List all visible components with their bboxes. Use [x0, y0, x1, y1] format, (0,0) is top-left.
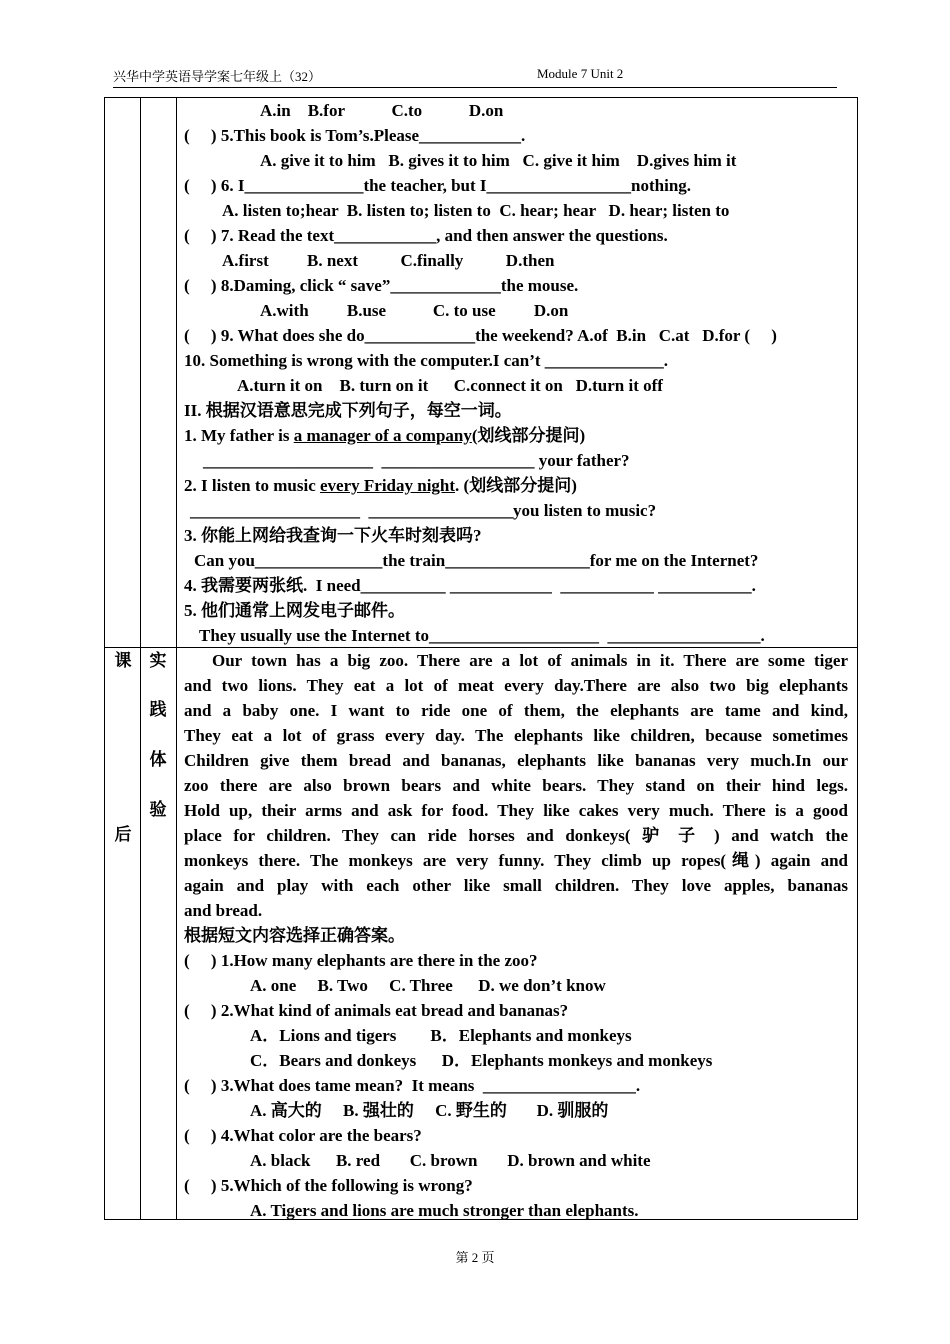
- reading-q1-options: A. one B. Two C. Three D. we don’t know: [250, 976, 606, 995]
- reading-q2: ( ) 2.What kind of animals eat bread and bananas?: [184, 1001, 569, 1020]
- side-label-yan: 验: [149, 800, 167, 819]
- q5-options: A. give it to him B. gives it to him C. give it him D.gives him it: [260, 151, 737, 170]
- reading-q3: ( ) 3.What does tame mean? It means __________________.: [184, 1076, 641, 1095]
- translation-q2: [184, 473, 577, 498]
- q5-answer-line: They usually use the Internet to____________________ __________________.: [199, 626, 765, 645]
- q8-question: ( ) 8.Daming, click “ save”_____________the mouse.: [184, 276, 579, 295]
- translation-q4: 4. 我需要两张纸. I need__________ ____________ ___________ ___________.: [184, 576, 756, 595]
- reading-q4-options: A. black B. red C. brown D. brown and white: [250, 1151, 651, 1170]
- side-label-ti: 体: [149, 750, 167, 769]
- page-number: 第 2 页: [455, 1250, 495, 1265]
- column-divider-2: [176, 98, 177, 1219]
- passage-line: zoo there are also brown bears and white bears. They stand on their hind legs.: [184, 776, 848, 795]
- column-divider-1: [140, 98, 141, 1219]
- header-title: 兴华中学英语导学案七年级上（32）: [113, 69, 322, 84]
- passage-line: Hold up, their arms and ask for food. They like cakes very much. There is a good: [184, 801, 848, 820]
- q2-underlined-phrase: every Friday night: [320, 476, 456, 495]
- section-ii-heading: II. 根据汉语意思完成下列句子，每空一词。: [184, 401, 512, 420]
- q3-answer-line: Can you_______________the train_________________for me on the Internet?: [194, 551, 759, 570]
- page-header: [113, 62, 837, 88]
- side-label-hou: 后: [114, 825, 132, 844]
- reading-q3-options: A. 高大的 B. 强壮的 C. 野生的 D. 驯服的: [250, 1101, 609, 1120]
- q5-question: ( ) 5.This book is Tom’s.Please____________.: [184, 126, 526, 145]
- passage-line: and two lions. They eat a lot of meat every day.There are also two big elephants: [184, 676, 848, 695]
- q7-question: ( ) 7. Read the text____________, and then answer the questions.: [184, 226, 668, 245]
- side-label-jian: 践: [149, 700, 167, 719]
- passage-line: and a baby one. I want to ride one of them, the elephants are tame and kind,: [184, 701, 848, 720]
- reading-q5-option-a: A. Tigers and lions are much stronger than elephants.: [250, 1201, 639, 1220]
- q4-options: A.in B.for C.to D.on: [260, 101, 504, 120]
- passage-line: Children give them bread and bananas, elephants like bananas very much.In our: [184, 751, 848, 770]
- passage-line: again and play with each other like small children. They love apples, bananas: [184, 876, 848, 895]
- q9-question: ( ) 9. What does she do_____________the weekend? A.of B.in C.at D.for ( ): [184, 326, 777, 345]
- side-label-shi: 实: [149, 651, 167, 670]
- reading-q2-options-cd: C．Bears and donkeys D．Elephants monkeys and monkeys: [250, 1051, 713, 1070]
- q7-options: A.first B. next C.finally D.then: [222, 251, 555, 270]
- q6-question: ( ) 6. I______________the teacher, but I_________________nothing.: [184, 176, 692, 195]
- side-label-ke: 课: [114, 651, 132, 670]
- reading-q5: ( ) 5.Which of the following is wrong?: [184, 1176, 473, 1195]
- q1-underlined-phrase: a manager of a company: [293, 426, 472, 445]
- header-module: Module 7 Unit 2: [537, 66, 624, 81]
- q6-options: A. listen to;hear B. listen to; listen to C. hear; hear D. hear; listen to: [222, 201, 730, 220]
- q2-suffix: . (划线部分提问): [455, 476, 577, 495]
- passage-line-last: and bread.: [184, 901, 263, 920]
- q1-suffix: (划线部分提问): [471, 426, 586, 445]
- reading-q1: ( ) 1.How many elephants are there in the zoo?: [184, 951, 538, 970]
- q10-question: 10. Something is wrong with the computer.I can’t ______________.: [184, 351, 669, 370]
- translation-q5: 5. 他们通常上网发电子邮件。: [184, 601, 405, 620]
- q10-options: A.turn it on B. turn on it C.connect it on D.turn it off: [237, 376, 663, 395]
- reading-q2-options-ab: A．Lions and tigers B．Elephants and monkeys: [250, 1026, 632, 1045]
- translation-q1: [184, 423, 585, 448]
- passage-line: They eat a lot of grass every day. The elephants like children, because sometimes: [184, 726, 848, 745]
- reading-instruction: 根据短文内容选择正确答案。: [184, 926, 405, 945]
- q2-answer-line: ____________________ _________________you listen to music?: [190, 501, 657, 520]
- passage-line: monkeys there. The monkeys are very funny. They climb up ropes(绳) again and: [184, 851, 848, 870]
- q8-options: A.with B.use C. to use D.on: [260, 301, 569, 320]
- q2-prefix: 2. I listen to music: [184, 476, 320, 495]
- reading-q4: ( ) 4.What color are the bears?: [184, 1126, 422, 1145]
- q1-answer-line: ____________________ __________________ your father?: [203, 451, 630, 470]
- q1-prefix: 1. My father is: [184, 426, 294, 445]
- passage-line: Our town has a big zoo. There are a lot of animals in it. There are some tiger: [212, 651, 848, 670]
- translation-q3: 3. 你能上网给我查询一下火车时刻表吗?: [184, 526, 482, 545]
- passage-line: place for children. They can ride horses and donkeys( 驴 子 ) and watch the: [184, 826, 848, 845]
